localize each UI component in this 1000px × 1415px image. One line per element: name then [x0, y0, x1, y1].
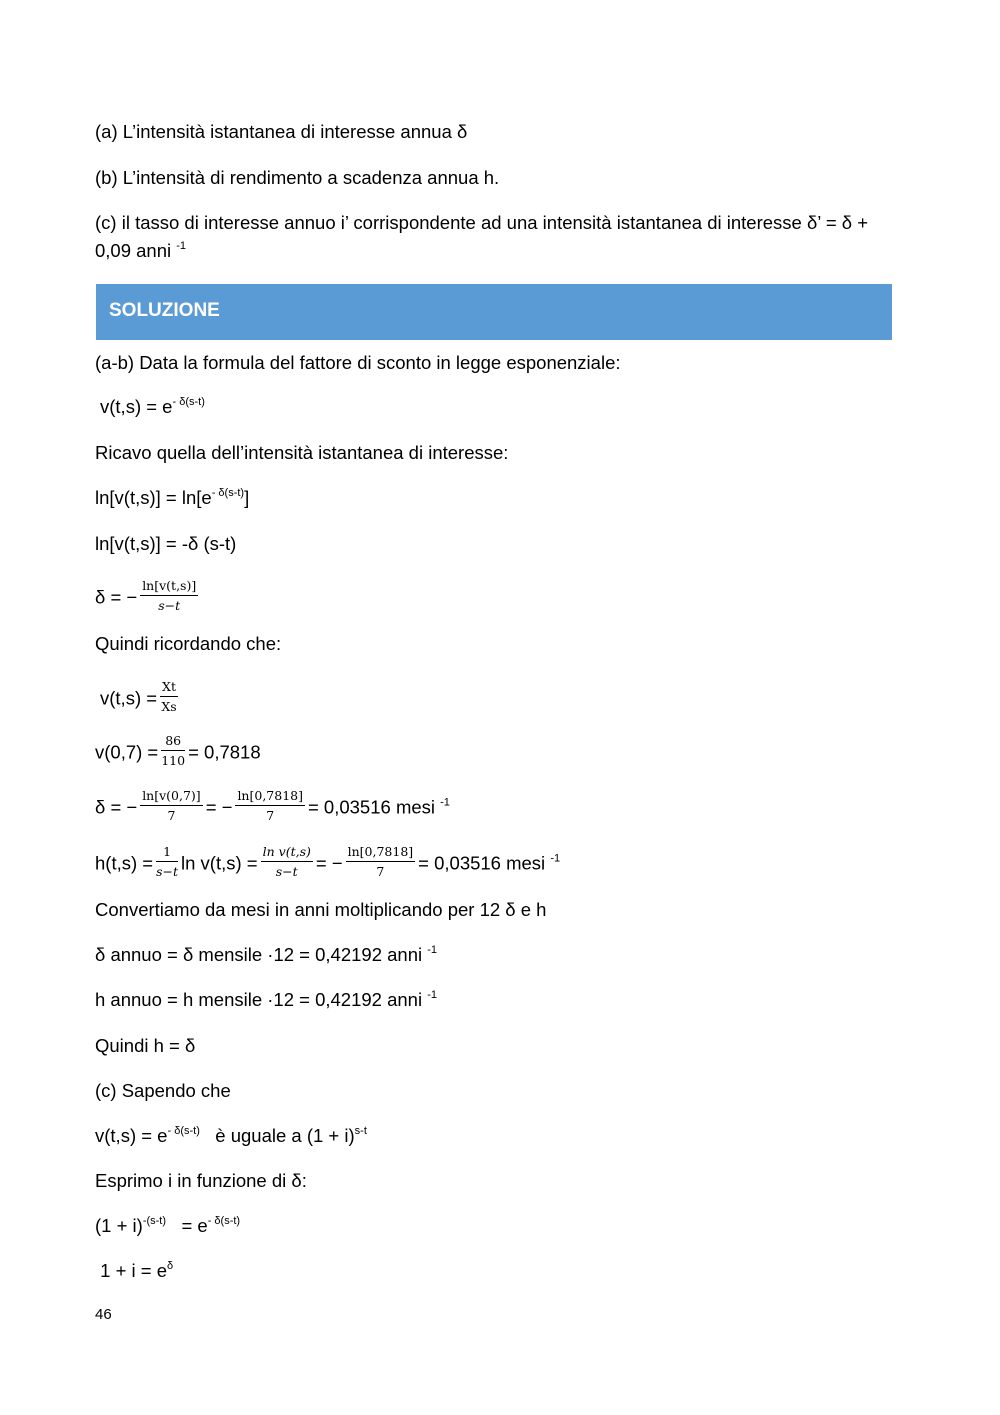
h-fraction-2: $\frac{\text{ln v(t,s)}}{s-t}$ [262, 844, 311, 879]
page-number: 46 [95, 1306, 112, 1323]
solution-intro: (a-b) Data la formula del fattore di sconto in legge esponenziale: [95, 352, 621, 373]
question-b: (b) L’intensità di rendimento a scadenza annua h. [95, 167, 500, 188]
ricavo-text: Ricavo quella dell’intensità istantanea di interesse: [95, 442, 509, 463]
question-c: (c) il tasso di interesse annuo i’ corrispondente ad una intensità istantanea di interesse δ’ = δ + 0,09 anni $^{-1}$ [95, 212, 869, 261]
delta-formula: δ = − $\frac{\ln[v(t,s)]}{s-t}$ [95, 578, 197, 613]
h-calculation: h(t,s) = $\frac{1}{s-t}$ ln v(t,s) = $\frac{\text{ln v(t,s)}}{s-t}$ = − $\frac{\ln[0,7818]}{7}$ = 0,03516 mesi $^{-1}$ [95, 844, 561, 879]
equation-1: $(1 + i)^{-(s-t)} = e^{- \delta(s-t)}$ [95, 1215, 241, 1236]
delta-fraction: $\frac{\ln[v(t,s)]}{s-t}$ [142, 578, 197, 613]
delta-calc-fraction-1: $\frac{\ln[v(0,7)]}{7}$ [142, 788, 201, 823]
c-formula: $v(t,s) = e^{- \delta(s-t)}$ è uguale a $(1 + i)^{s-t}$ [95, 1125, 367, 1146]
equation-2: $1 + i = e^\delta$ [95, 1260, 174, 1281]
quindi-ricordando-text: Quindi ricordando che: [95, 633, 282, 654]
h-fraction-3: $\frac{\ln[0,7818]}{7}$ [347, 844, 414, 879]
h-annuo: h annuo = h mensile ·12 = 0,42192 anni $^{-1}$ [95, 989, 438, 1010]
solution-title: SOLUZIONE [109, 300, 220, 321]
c-sapendo-text: (c) Sapendo che [95, 1080, 231, 1101]
v07-formula: v(0,7) = $\frac{86}{110}$ = 0,7818 [95, 733, 261, 768]
delta-annuo: δ annuo = δ mensile ·12 = 0,42192 anni $^{-1}$ [95, 944, 438, 965]
formula-discount-factor: $v(t,s) = e^{- \delta(s-t)}$ [100, 396, 205, 417]
solution-banner [96, 284, 892, 340]
delta-calc-fraction-2: $\frac{\ln[0,7818]}{7}$ [237, 788, 303, 823]
v07-fraction: $\frac{86}{110}$ [161, 733, 186, 768]
vts-formula: v(t,s) = $\frac{Xt}{Xs}$ [100, 679, 177, 714]
vts-fraction: $\frac{Xt}{Xs}$ [161, 679, 177, 714]
esprimo-text: Esprimo i in funzione di δ: [95, 1170, 307, 1191]
h-fraction-1: $\frac{1}{s-t}$ [156, 844, 179, 879]
question-a: (a) L’intensità istantanea di interesse annua δ [95, 121, 468, 142]
ln-equation-2: ln[v(t,s)] = -δ (s-t) [95, 533, 237, 554]
delta-calculation: δ = − $\frac{\ln[v(0,7)]}{7}$ = − $\frac{\ln[0,7818]}{7}$ = 0,03516 mesi $^{-1}$ [95, 788, 450, 823]
ln-equation-1: $\ln[v(t,s)] = \ln[e^{- \delta(s-t)}]$ [95, 487, 250, 508]
convertiamo-text: Convertiamo da mesi in anni moltiplicando per 12 δ e h [95, 899, 547, 920]
quindi-h-text: Quindi h = δ [95, 1035, 196, 1056]
